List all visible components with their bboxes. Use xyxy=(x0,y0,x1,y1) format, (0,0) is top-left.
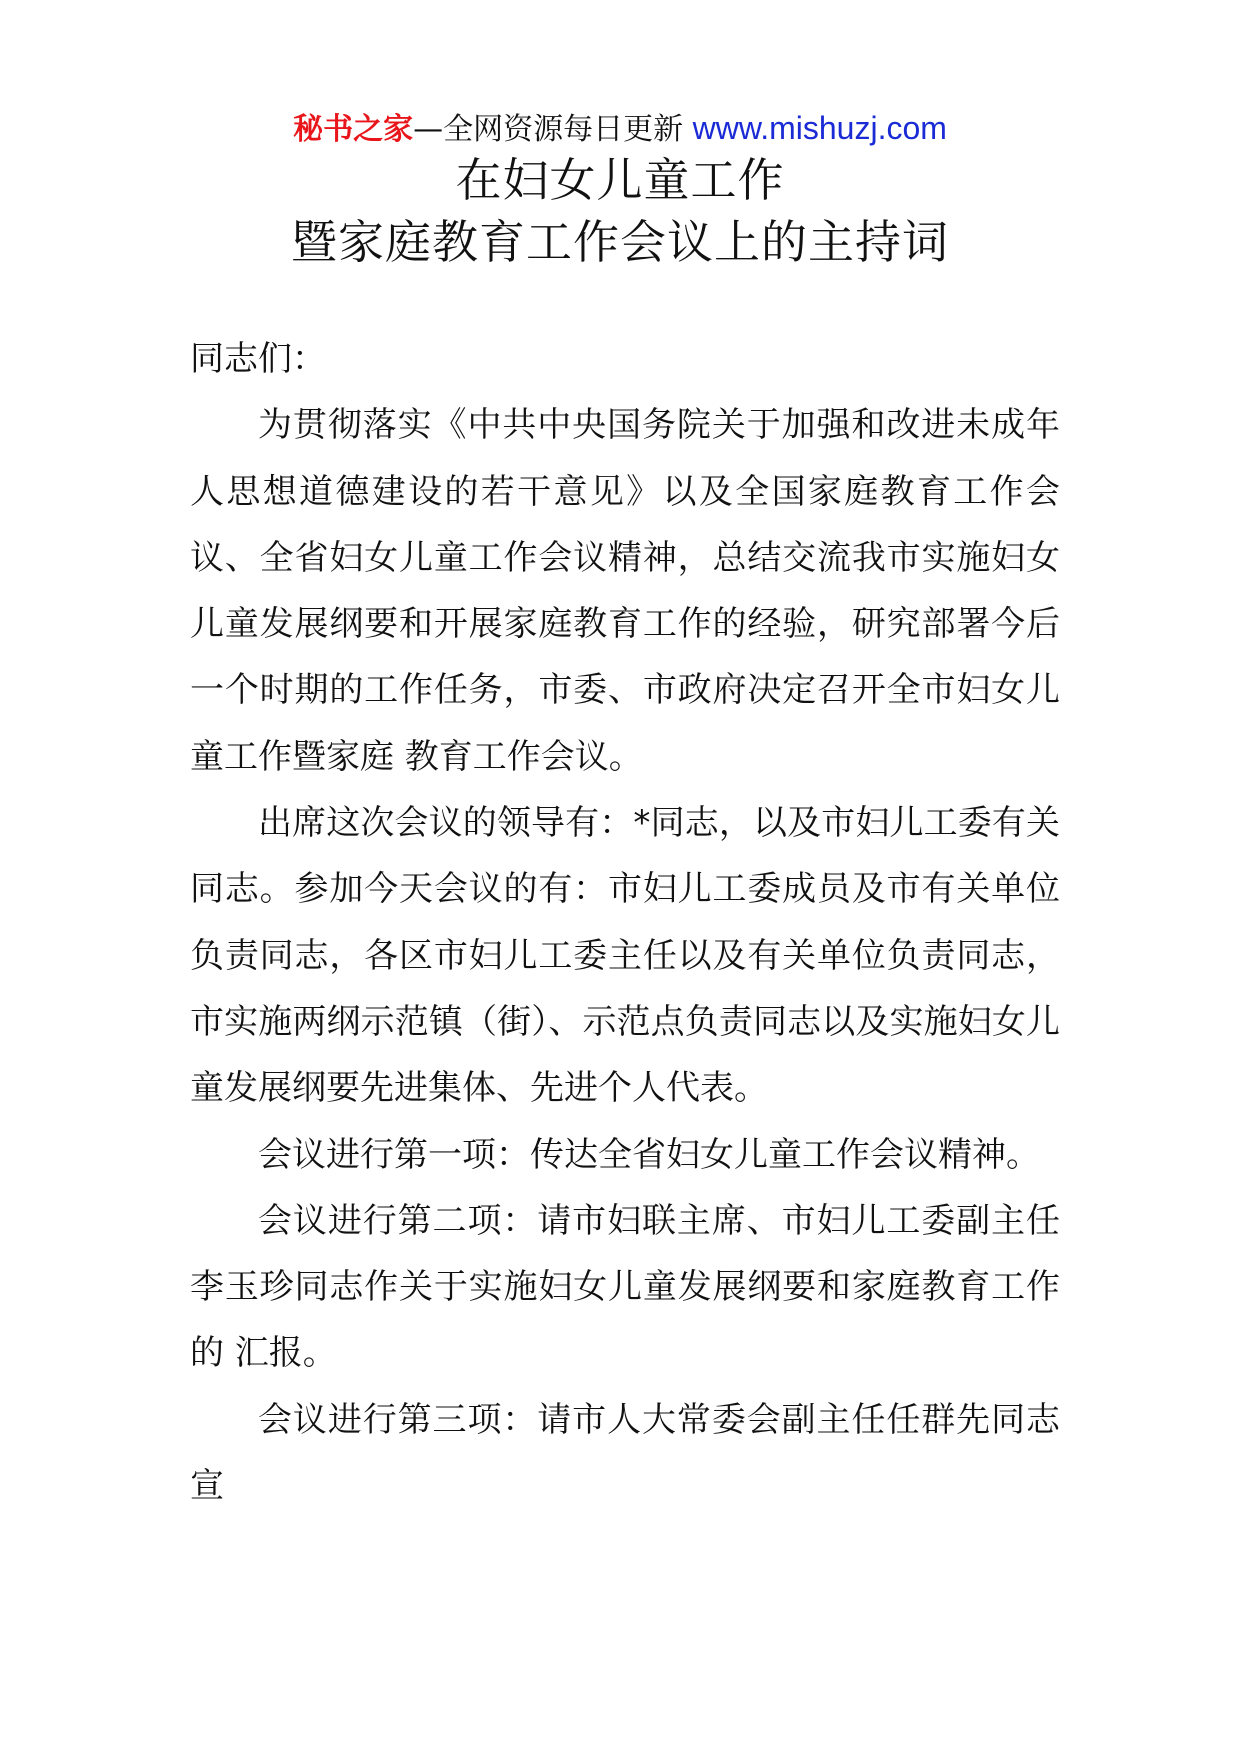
header-tagline: —全网资源每日更新 xyxy=(413,112,684,147)
paragraph-4: 会议进行第二项：请市妇联主席、市妇儿工委副主任李玉珍同志作关于实施妇女儿童发展纲要和家庭教育工作的 汇报。 xyxy=(190,1200,1060,1374)
document-title-line-1: 在妇女儿童工作 xyxy=(455,153,785,207)
site-url-link[interactable]: www.mishuzj.com xyxy=(692,110,947,146)
brand-name: 秘书之家 xyxy=(293,112,414,147)
document-body xyxy=(190,326,1060,1519)
paragraph-5: 会议进行第三项：请市人大常委会副主任任群先同志宣 xyxy=(190,1399,1060,1507)
paragraph-2: 出席这次会议的领导有：*同志，以及市妇儿工委有关同志。参加今天会议的有：市妇儿工委成员及市有关单位负责同志，各区市妇儿工委主任以及有关单位负责同志，市实施两纲示范镇（街）、示范点负责同志以及实施妇女儿童发展纲要先进集体、先进个人代表。 xyxy=(190,803,1060,1109)
paragraph-1: 为贯彻落实《中共中央国务院关于加强和改进未成年人思想道德建设的若干意见》以及全国家庭教育工作会议、全省妇女儿童工作会议精神，总结交流我市实施妇女儿童发展纲要和开展家庭教育工作的经验，研究部署今后一个时期的工作任务，市委、市政府决定召开全市妇女儿童工作暨家庭 教育工作会议。 xyxy=(190,405,1060,777)
site-header xyxy=(0,106,1240,152)
document-title-line-2: 暨家庭教育工作会议上的主持词 xyxy=(291,215,949,269)
salutation: 同志们： xyxy=(190,339,326,379)
paragraph-3: 会议进行第一项：传达全省妇女儿童工作会议精神。 xyxy=(258,1134,1040,1175)
